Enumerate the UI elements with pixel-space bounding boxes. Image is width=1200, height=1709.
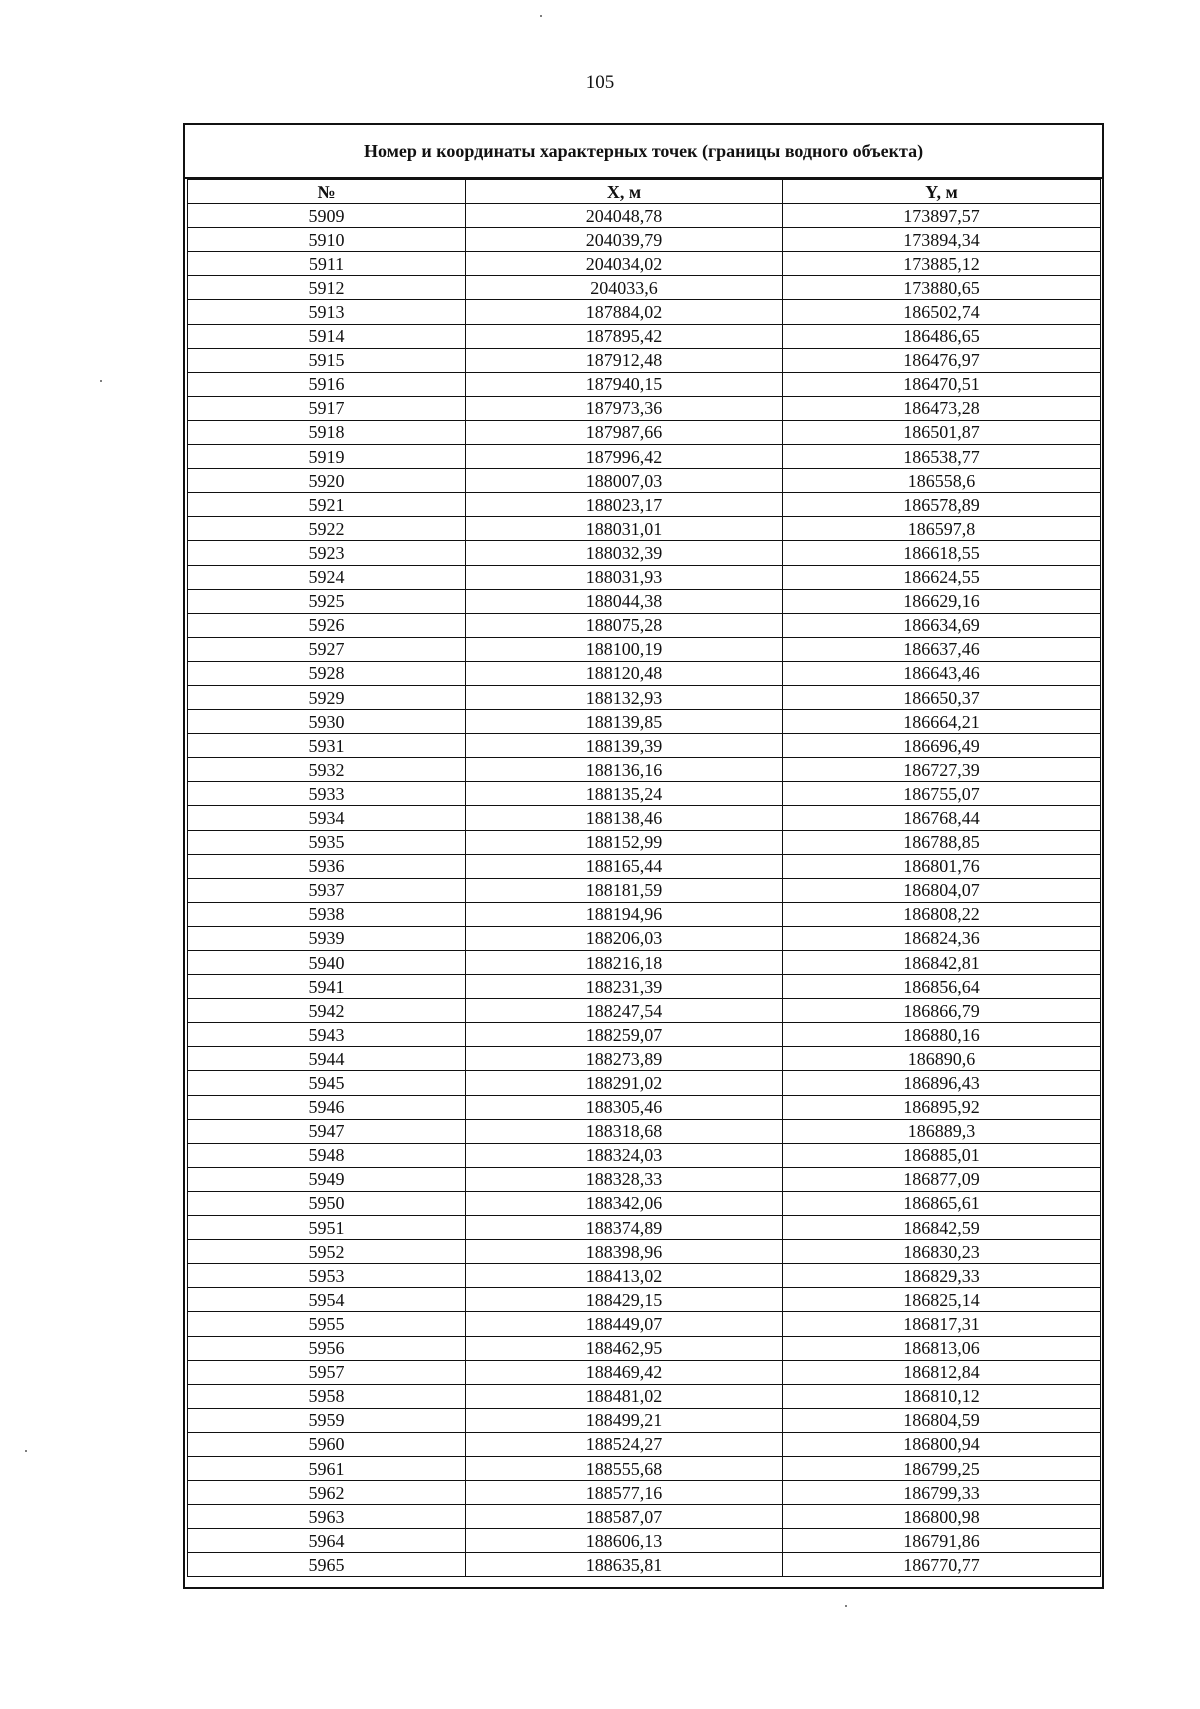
cell-number: 5912: [188, 276, 466, 300]
cell-number: 5943: [188, 1023, 466, 1047]
cell-x: 188132,93: [466, 685, 783, 709]
cell-number: 5951: [188, 1216, 466, 1240]
cell-number: 5950: [188, 1191, 466, 1215]
table-row: [188, 276, 1101, 300]
cell-number: 5952: [188, 1240, 466, 1264]
table-row: [188, 1384, 1101, 1408]
cell-x: 188206,03: [466, 926, 783, 950]
cell-x: 187884,02: [466, 300, 783, 324]
cell-number: 5910: [188, 228, 466, 252]
cell-x: 188075,28: [466, 613, 783, 637]
table-row: [188, 1481, 1101, 1505]
table-row: [188, 806, 1101, 830]
cell-x: 187996,42: [466, 445, 783, 469]
table-body: [188, 204, 1101, 1577]
cell-number: 5916: [188, 372, 466, 396]
table-row: [188, 1095, 1101, 1119]
cell-number: 5922: [188, 517, 466, 541]
cell-y: 186755,07: [783, 782, 1101, 806]
page-number: 105: [585, 72, 615, 93]
cell-number: 5955: [188, 1312, 466, 1336]
table-row: [188, 1408, 1101, 1432]
cell-y: 186558,6: [783, 469, 1101, 493]
table-row: [188, 926, 1101, 950]
cell-x: 188462,95: [466, 1336, 783, 1360]
cell-x: 188120,48: [466, 661, 783, 685]
table-row: [188, 1191, 1101, 1215]
cell-x: 188398,96: [466, 1240, 783, 1264]
cell-y: 186770,77: [783, 1553, 1101, 1577]
cell-number: 5939: [188, 926, 466, 950]
cell-number: 5961: [188, 1456, 466, 1480]
cell-y: 186880,16: [783, 1023, 1101, 1047]
table-row: [188, 1529, 1101, 1553]
table-header-row: [188, 180, 1101, 204]
cell-number: 5934: [188, 806, 466, 830]
cell-y: 186624,55: [783, 565, 1101, 589]
cell-x: 188469,42: [466, 1360, 783, 1384]
table-row: [188, 854, 1101, 878]
table-row: [188, 1071, 1101, 1095]
cell-y: 186810,12: [783, 1384, 1101, 1408]
cell-y: 186866,79: [783, 999, 1101, 1023]
header-x: X, м: [466, 180, 783, 204]
cell-y: 186470,51: [783, 372, 1101, 396]
cell-number: 5927: [188, 637, 466, 661]
cell-x: 187912,48: [466, 348, 783, 372]
cell-y: 186890,6: [783, 1047, 1101, 1071]
table-row: [188, 1456, 1101, 1480]
header-number: №: [188, 180, 466, 204]
cell-x: 188499,21: [466, 1408, 783, 1432]
cell-y: 186637,46: [783, 637, 1101, 661]
table-row: [188, 493, 1101, 517]
cell-number: 5949: [188, 1167, 466, 1191]
cell-number: 5935: [188, 830, 466, 854]
cell-y: 186538,77: [783, 445, 1101, 469]
coordinates-table: [187, 179, 1101, 1577]
cell-y: 186791,86: [783, 1529, 1101, 1553]
cell-number: 5948: [188, 1143, 466, 1167]
cell-y: 186804,59: [783, 1408, 1101, 1432]
cell-y: 186825,14: [783, 1288, 1101, 1312]
cell-x: 188031,93: [466, 565, 783, 589]
cell-number: 5909: [188, 204, 466, 228]
table-row: [188, 637, 1101, 661]
cell-number: 5956: [188, 1336, 466, 1360]
cell-x: 188555,68: [466, 1456, 783, 1480]
cell-x: 188007,03: [466, 469, 783, 493]
cell-y: 186800,94: [783, 1432, 1101, 1456]
table-row: [188, 975, 1101, 999]
cell-number: 5920: [188, 469, 466, 493]
cell-x: 204048,78: [466, 204, 783, 228]
table-row: [188, 1240, 1101, 1264]
table-row: [188, 1336, 1101, 1360]
cell-y: 173897,57: [783, 204, 1101, 228]
cell-x: 188305,46: [466, 1095, 783, 1119]
cell-y: 173880,65: [783, 276, 1101, 300]
cell-y: 186788,85: [783, 830, 1101, 854]
cell-number: 5932: [188, 758, 466, 782]
cell-y: 186799,33: [783, 1481, 1101, 1505]
cell-y: 186829,33: [783, 1264, 1101, 1288]
cell-y: 186768,44: [783, 806, 1101, 830]
table-row: [188, 1432, 1101, 1456]
cell-x: 187940,15: [466, 372, 783, 396]
cell-x: 188152,99: [466, 830, 783, 854]
cell-y: 186597,8: [783, 517, 1101, 541]
coordinates-table-frame: [183, 123, 1104, 1589]
cell-x: 188273,89: [466, 1047, 783, 1071]
cell-y: 186650,37: [783, 685, 1101, 709]
table-row: [188, 999, 1101, 1023]
table-row: [188, 902, 1101, 926]
cell-number: 5917: [188, 396, 466, 420]
cell-x: 188194,96: [466, 902, 783, 926]
cell-number: 5937: [188, 878, 466, 902]
cell-number: 5924: [188, 565, 466, 589]
cell-number: 5919: [188, 445, 466, 469]
cell-x: 188524,27: [466, 1432, 783, 1456]
cell-number: 5963: [188, 1505, 466, 1529]
cell-number: 5945: [188, 1071, 466, 1095]
cell-x: 188032,39: [466, 541, 783, 565]
cell-x: 187987,66: [466, 420, 783, 444]
cell-number: 5953: [188, 1264, 466, 1288]
table-row: [188, 445, 1101, 469]
cell-y: 186578,89: [783, 493, 1101, 517]
scan-speck: [540, 15, 542, 17]
cell-y: 186727,39: [783, 758, 1101, 782]
cell-y: 186634,69: [783, 613, 1101, 637]
table-row: [188, 469, 1101, 493]
cell-y: 186808,22: [783, 902, 1101, 926]
cell-x: 188587,07: [466, 1505, 783, 1529]
table-row: [188, 1023, 1101, 1047]
table-row: [188, 204, 1101, 228]
table-row: [188, 589, 1101, 613]
cell-y: 186801,76: [783, 854, 1101, 878]
cell-y: 186895,92: [783, 1095, 1101, 1119]
table-row: [188, 734, 1101, 758]
cell-x: 188231,39: [466, 975, 783, 999]
cell-x: 188135,24: [466, 782, 783, 806]
cell-x: 204034,02: [466, 252, 783, 276]
table-row: [188, 1167, 1101, 1191]
table-row: [188, 1312, 1101, 1336]
cell-number: 5918: [188, 420, 466, 444]
table-row: [188, 252, 1101, 276]
cell-y: 186476,97: [783, 348, 1101, 372]
cell-y: 186501,87: [783, 420, 1101, 444]
cell-number: 5962: [188, 1481, 466, 1505]
cell-x: 188031,01: [466, 517, 783, 541]
cell-y: 186813,06: [783, 1336, 1101, 1360]
table-row: [188, 1553, 1101, 1577]
cell-y: 186804,07: [783, 878, 1101, 902]
cell-x: 188100,19: [466, 637, 783, 661]
cell-x: 188481,02: [466, 1384, 783, 1408]
cell-number: 5914: [188, 324, 466, 348]
cell-y: 186856,64: [783, 975, 1101, 999]
table-row: [188, 1360, 1101, 1384]
table-row: [188, 541, 1101, 565]
cell-number: 5957: [188, 1360, 466, 1384]
cell-x: 188023,17: [466, 493, 783, 517]
cell-y: 186618,55: [783, 541, 1101, 565]
cell-y: 186643,46: [783, 661, 1101, 685]
cell-number: 5964: [188, 1529, 466, 1553]
table-row: [188, 661, 1101, 685]
cell-x: 187895,42: [466, 324, 783, 348]
cell-number: 5940: [188, 951, 466, 975]
cell-number: 5954: [188, 1288, 466, 1312]
table-row: [188, 372, 1101, 396]
cell-x: 204039,79: [466, 228, 783, 252]
cell-y: 186799,25: [783, 1456, 1101, 1480]
cell-y: 186800,98: [783, 1505, 1101, 1529]
table-row: [188, 951, 1101, 975]
cell-number: 5928: [188, 661, 466, 685]
cell-y: 186842,59: [783, 1216, 1101, 1240]
cell-x: 188139,85: [466, 710, 783, 734]
cell-y: 186664,21: [783, 710, 1101, 734]
cell-y: 186629,16: [783, 589, 1101, 613]
cell-y: 186812,84: [783, 1360, 1101, 1384]
header-y: Y, м: [783, 180, 1101, 204]
table-row: [188, 1264, 1101, 1288]
table-row: [188, 1505, 1101, 1529]
cell-number: 5929: [188, 685, 466, 709]
cell-number: 5926: [188, 613, 466, 637]
cell-number: 5965: [188, 1553, 466, 1577]
cell-x: 188342,06: [466, 1191, 783, 1215]
cell-y: 186824,36: [783, 926, 1101, 950]
cell-x: 188044,38: [466, 589, 783, 613]
cell-x: 188374,89: [466, 1216, 783, 1240]
table-row: [188, 1047, 1101, 1071]
scan-speck: [25, 1450, 27, 1452]
table-row: [188, 517, 1101, 541]
table-row: [188, 613, 1101, 637]
cell-x: 187973,36: [466, 396, 783, 420]
table-row: [188, 324, 1101, 348]
cell-number: 5921: [188, 493, 466, 517]
table-row: [188, 396, 1101, 420]
cell-x: 188138,46: [466, 806, 783, 830]
cell-x: 188139,39: [466, 734, 783, 758]
cell-y: 173894,34: [783, 228, 1101, 252]
cell-number: 5925: [188, 589, 466, 613]
cell-x: 188328,33: [466, 1167, 783, 1191]
cell-y: 186473,28: [783, 396, 1101, 420]
cell-y: 186885,01: [783, 1143, 1101, 1167]
cell-y: 186842,81: [783, 951, 1101, 975]
cell-x: 188606,13: [466, 1529, 783, 1553]
cell-number: 5913: [188, 300, 466, 324]
scan-speck: [845, 1605, 847, 1607]
cell-number: 5941: [188, 975, 466, 999]
cell-x: 188216,18: [466, 951, 783, 975]
cell-y: 173885,12: [783, 252, 1101, 276]
table-row: [188, 1143, 1101, 1167]
table-row: [188, 830, 1101, 854]
cell-y: 186817,31: [783, 1312, 1101, 1336]
cell-x: 188429,15: [466, 1288, 783, 1312]
cell-y: 186830,23: [783, 1240, 1101, 1264]
cell-x: 188577,16: [466, 1481, 783, 1505]
cell-number: 5923: [188, 541, 466, 565]
table-row: [188, 348, 1101, 372]
cell-x: 188449,07: [466, 1312, 783, 1336]
cell-number: 5942: [188, 999, 466, 1023]
cell-number: 5946: [188, 1095, 466, 1119]
table-caption: Номер и координаты характерных точек (границы водного объекта): [185, 125, 1102, 179]
cell-x: 188324,03: [466, 1143, 783, 1167]
table-row: [188, 685, 1101, 709]
table-row: [188, 758, 1101, 782]
cell-number: 5947: [188, 1119, 466, 1143]
cell-y: 186696,49: [783, 734, 1101, 758]
cell-y: 186486,65: [783, 324, 1101, 348]
table-row: [188, 878, 1101, 902]
table-row: [188, 565, 1101, 589]
cell-x: 188635,81: [466, 1553, 783, 1577]
cell-y: 186502,74: [783, 300, 1101, 324]
cell-number: 5915: [188, 348, 466, 372]
scan-speck: [100, 380, 102, 382]
cell-x: 188413,02: [466, 1264, 783, 1288]
table-row: [188, 1288, 1101, 1312]
cell-number: 5931: [188, 734, 466, 758]
table-row: [188, 710, 1101, 734]
cell-number: 5936: [188, 854, 466, 878]
cell-number: 5938: [188, 902, 466, 926]
cell-number: 5958: [188, 1384, 466, 1408]
cell-y: 186896,43: [783, 1071, 1101, 1095]
cell-y: 186865,61: [783, 1191, 1101, 1215]
cell-number: 5911: [188, 252, 466, 276]
table-row: [188, 1119, 1101, 1143]
table-row: [188, 300, 1101, 324]
cell-number: 5933: [188, 782, 466, 806]
cell-x: 188318,68: [466, 1119, 783, 1143]
cell-x: 204033,6: [466, 276, 783, 300]
cell-number: 5944: [188, 1047, 466, 1071]
table-row: [188, 420, 1101, 444]
cell-number: 5930: [188, 710, 466, 734]
table-row: [188, 782, 1101, 806]
cell-x: 188247,54: [466, 999, 783, 1023]
cell-x: 188136,16: [466, 758, 783, 782]
cell-x: 188259,07: [466, 1023, 783, 1047]
table-row: [188, 1216, 1101, 1240]
cell-number: 5960: [188, 1432, 466, 1456]
cell-number: 5959: [188, 1408, 466, 1432]
cell-x: 188181,59: [466, 878, 783, 902]
cell-y: 186877,09: [783, 1167, 1101, 1191]
cell-x: 188291,02: [466, 1071, 783, 1095]
table-row: [188, 228, 1101, 252]
cell-x: 188165,44: [466, 854, 783, 878]
cell-y: 186889,3: [783, 1119, 1101, 1143]
